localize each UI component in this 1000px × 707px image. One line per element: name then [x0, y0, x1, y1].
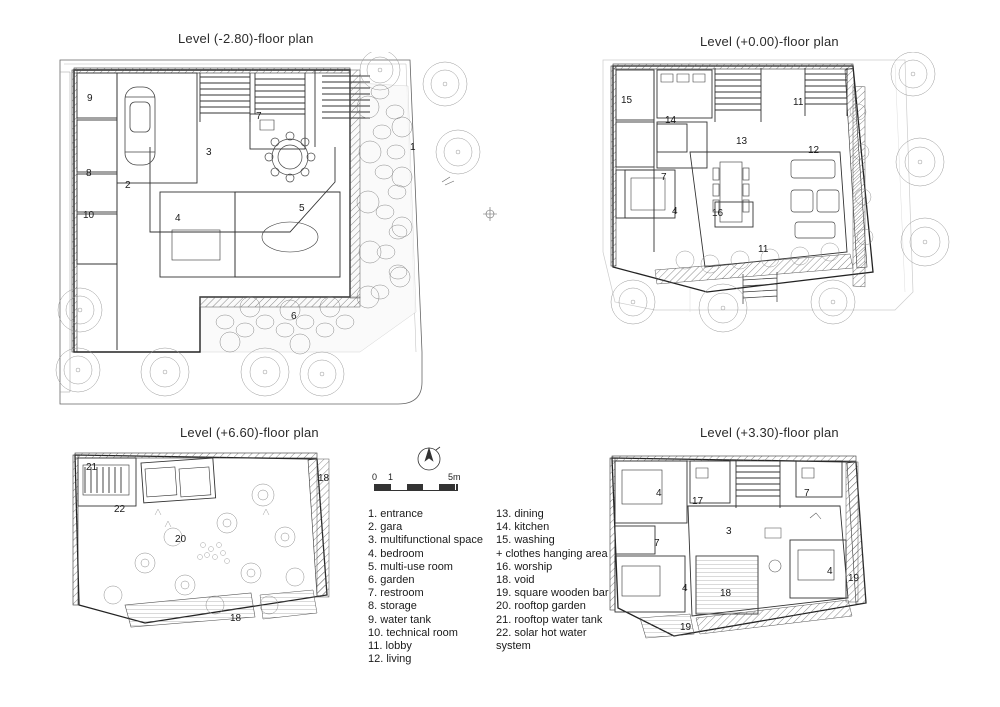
scale-label-0: 0	[372, 472, 378, 482]
plan-title-level-minus-280: Level (-2.80)-floor plan	[178, 31, 314, 46]
room-number: 22	[114, 504, 126, 515]
legend-item: 5. multi-use room	[368, 560, 453, 573]
room-number: 11	[758, 244, 769, 255]
legend	[368, 508, 618, 666]
legend-item: 15. washing	[496, 534, 555, 547]
room-number: 17	[692, 496, 704, 507]
legend-item: 10. technical room	[368, 626, 458, 639]
legend-item: 2. gara	[368, 521, 403, 534]
legend-item: 22. solar hot water	[496, 626, 587, 639]
scale-label-1: 1	[388, 472, 394, 482]
room-number: 7	[654, 538, 660, 549]
room-number: 4	[672, 206, 678, 217]
legend-item: 8. storage	[368, 600, 417, 613]
legend-item: 3. multifunctional space	[368, 534, 483, 547]
legend-item: 16. worship	[496, 560, 553, 573]
legend-item: 19. square wooden bar	[496, 587, 609, 600]
room-number: 4	[682, 583, 688, 594]
legend-item: 11. lobby	[368, 640, 412, 653]
legend-item: 4. bedroom	[368, 547, 424, 560]
room-number: 4	[827, 566, 833, 577]
room-number: 14	[665, 115, 677, 126]
legend-item: 12. living	[368, 653, 412, 666]
legend-item: 13. dining	[496, 508, 544, 520]
room-number: 1	[410, 142, 416, 153]
room-number: 7	[661, 172, 667, 183]
scale-bar	[372, 472, 472, 498]
plan-title-level-000: Level (+0.00)-floor plan	[700, 34, 839, 49]
room-number: 19	[848, 573, 860, 584]
room-number: 7	[804, 488, 810, 499]
room-number: 18	[720, 588, 732, 599]
room-number: 19	[680, 622, 692, 633]
floor-plan-level-minus-280	[50, 52, 510, 412]
room-number: 9	[87, 93, 93, 104]
room-number: 13	[736, 136, 748, 147]
room-number: 5	[299, 203, 305, 214]
legend-item: 9. water tank	[368, 613, 431, 626]
legend-item: 7. restroom	[368, 587, 424, 600]
plan-title-level-660: Level (+6.60)-floor plan	[180, 425, 319, 440]
room-number: 11	[793, 97, 804, 108]
legend-item: 21. rooftop water tank	[496, 613, 603, 626]
room-number: 10	[83, 210, 95, 221]
room-number: 18	[230, 613, 242, 624]
north-arrow-icon	[414, 443, 444, 473]
room-number: 16	[712, 208, 724, 219]
legend-item: 14. kitchen	[496, 521, 550, 534]
room-number: 18	[318, 473, 330, 484]
legend-item: 20. rooftop garden	[496, 600, 586, 613]
scale-bar-track	[374, 484, 458, 491]
legend-item: 6. garden	[368, 574, 415, 587]
room-number: 3	[726, 526, 732, 537]
room-number: 8	[86, 168, 92, 179]
room-number: 3	[206, 147, 212, 158]
legend-item: + clothes hanging area	[496, 547, 608, 560]
legend-column-left	[368, 508, 486, 666]
room-number: 4	[656, 488, 662, 499]
room-number: 6	[291, 311, 297, 322]
floor-plan-level-330	[600, 448, 900, 663]
legend-item: 1. entrance	[368, 508, 424, 520]
room-number: 7	[256, 111, 262, 122]
room-number: 12	[808, 145, 820, 156]
plan-title-level-330: Level (+3.30)-floor plan	[700, 425, 839, 440]
legend-item: 18. void	[496, 574, 535, 587]
legend-column-right	[496, 508, 618, 666]
scale-label-5m: 5m	[448, 472, 461, 482]
room-number: 21	[86, 462, 98, 473]
room-number: 20	[175, 534, 187, 545]
room-number: 2	[125, 180, 131, 191]
room-number: 4	[175, 213, 181, 224]
room-number: 15	[621, 95, 633, 106]
legend-item: system	[496, 640, 531, 653]
